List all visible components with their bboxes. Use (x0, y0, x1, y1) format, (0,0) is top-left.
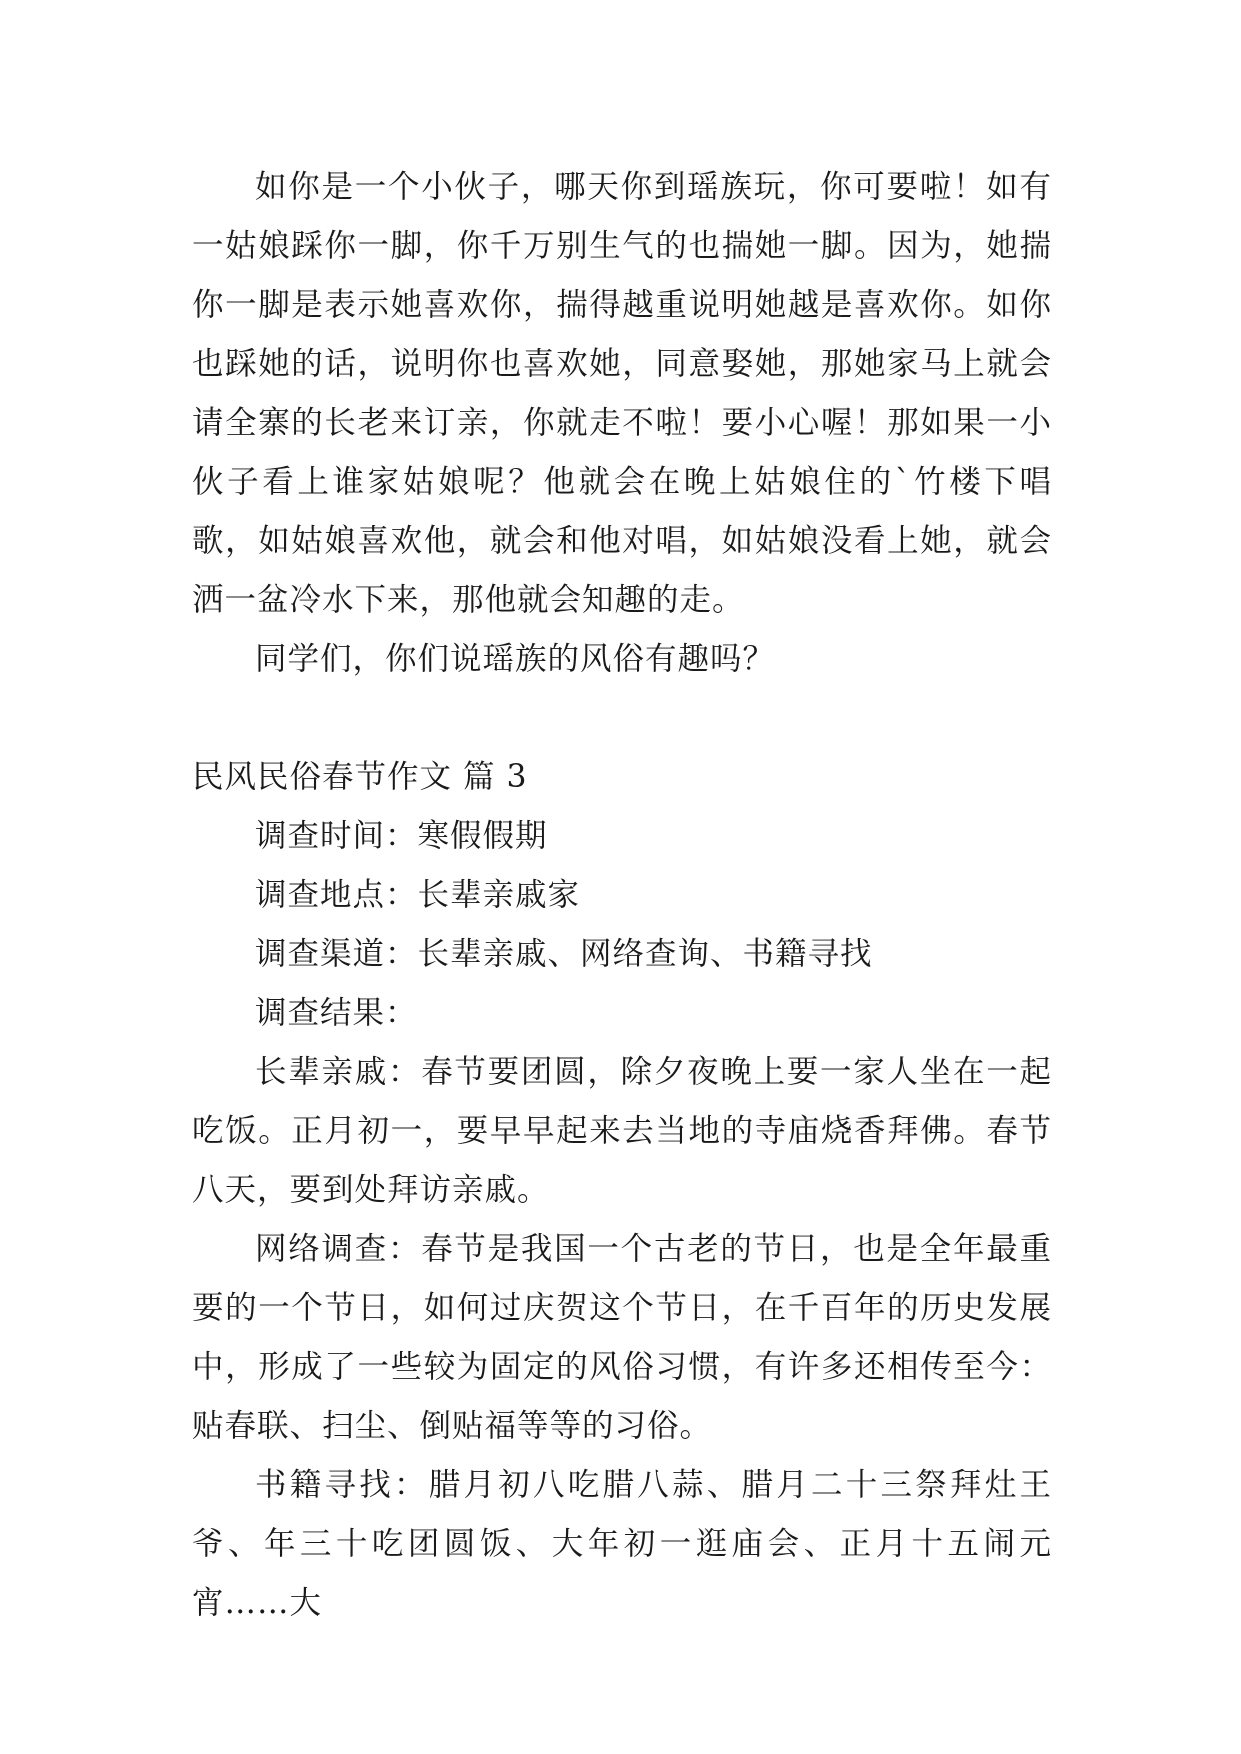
document-body (192, 158, 1052, 1633)
section-title: 民风民俗春节作文 篇 3 (192, 759, 528, 795)
paragraph-books: 书籍寻找：腊月初八吃腊八蒜、腊月二十三祭拜灶王爷、年三十吃团圆饭、大年初一逛庙会、正月十五闹元宵……大 (192, 1467, 1052, 1621)
paragraph-network: 网络调查：春节是我国一个古老的节日，也是全年最重要的一个节日，如何过庆贺这个节日，在千百年的历史发展中，形成了一些较为固定的风俗习惯，有许多还相传至今：贴春联、扫尘、倒贴福等等的习俗。 (192, 1231, 1052, 1444)
paragraph-question: 同学们，你们说瑶族的风俗有趣吗？ (255, 641, 776, 677)
paragraph-elders: 长辈亲戚：春节要团圆，除夕夜晚上要一家人坐在一起吃饭。正月初一，要早早起来去当地的寺庙烧香拜佛。春节八天，要到处拜访亲戚。 (192, 1054, 1052, 1208)
paragraph-yao-custom: 如你是一个小伙子，哪天你到瑶族玩，你可要啦！如有一姑娘踩你一脚，你千万别生气的也揣她一脚。因为，她揣你一脚是表示她喜欢你，揣得越重说明她越是喜欢你。如你也踩她的话，说明你也喜欢她，同意娶她，那她家马上就会请全寨的长老来订亲，你就走不啦！要小心喔！那如果一小伙子看上谁家姑娘呢？他就会在晚上姑娘住的`竹楼下唱歌，如姑娘喜欢他，就会和他对唱，如姑娘没看上她，就会洒一盆冷水下来，那他就会知趣的走。 (192, 169, 1052, 618)
survey-channel: 调查渠道：长辈亲戚、网络查询、书籍寻找 (255, 936, 873, 972)
survey-place: 调查地点：长辈亲戚家 (255, 877, 581, 913)
survey-result-label: 调查结果： (255, 995, 418, 1031)
survey-time: 调查时间：寒假假期 (255, 818, 548, 854)
